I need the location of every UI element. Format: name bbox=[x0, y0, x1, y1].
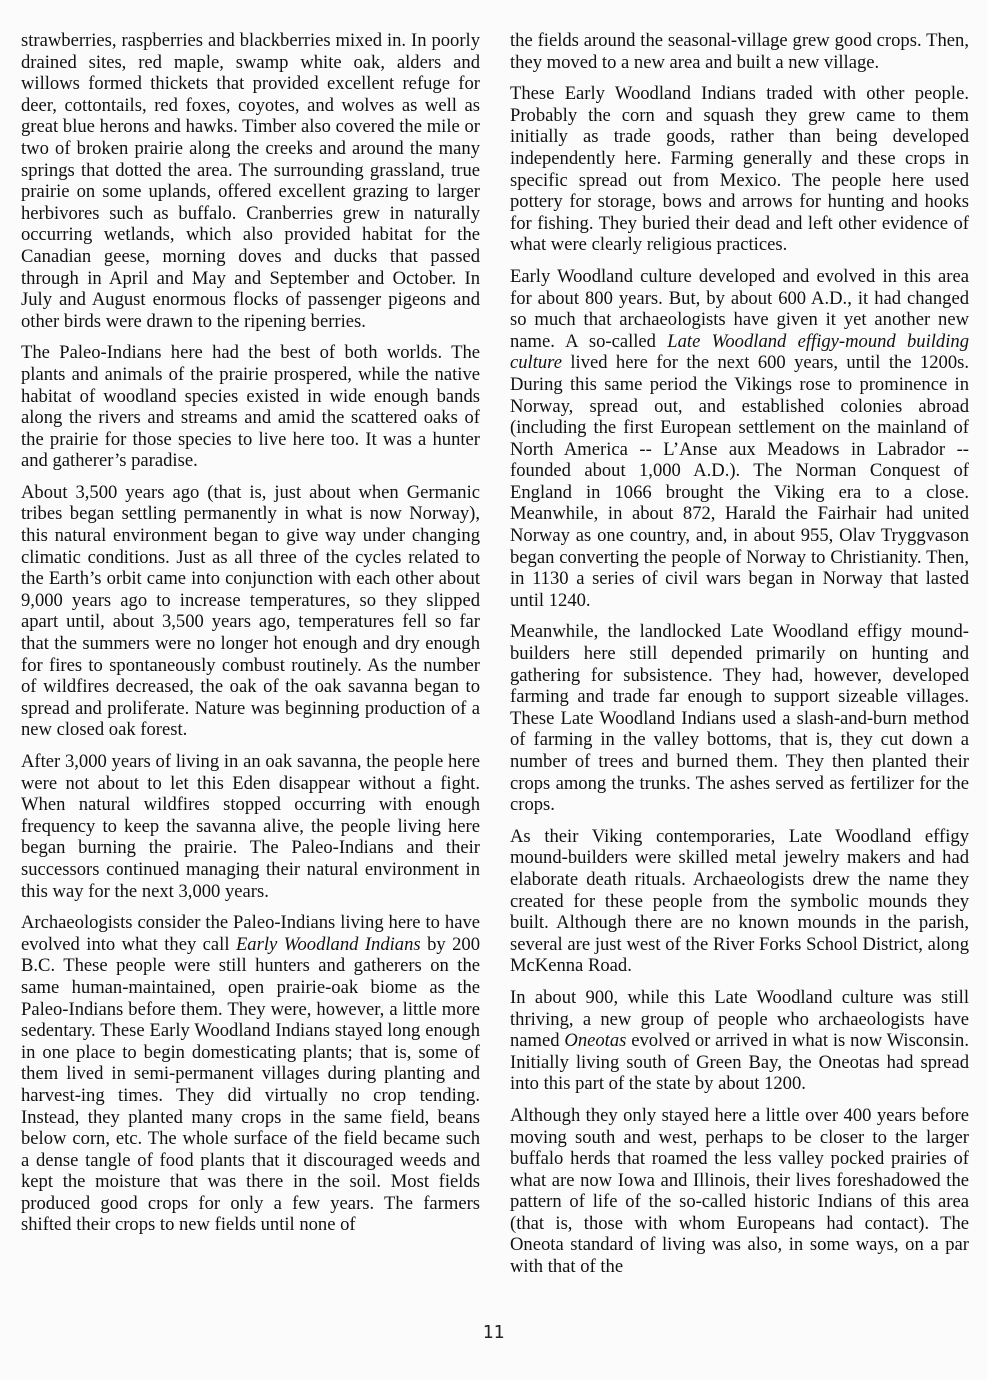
paragraph: These Early Woodland Indians traded with other people. Probably the corn and squash they grew came to them initially as trade goods, rather than being developed independently here. Farming generally and these crops in specific spread out from Mexico. The people here used pottery for storage, bows and arrows for hunting and hooks for fishing. They buried their dead and left other evidence of what were clearly religious practices. bbox=[510, 83, 969, 256]
paragraph: After 3,000 years of living in an oak savanna, the people here were not about to let this Eden disappear without a fight. When natural wildfires stopped occurring with enough frequency to keep the savanna alive, the people living here began burning the prairie. The Paleo-Indians and their successors continued managing their natural environment in this way for the next 3,000 years. bbox=[21, 751, 480, 902]
text-run: In about 900, while this Late Woodland culture was still thriving, a new group of people who archaeologists have named bbox=[510, 986, 969, 1052]
paragraph: the fields around the seasonal-village grew good crops. Then, they moved to a new area and built a new village. bbox=[510, 30, 969, 73]
text-run: lived here for the next 600 years, until the 1200s. During this same period the Vikings rose to prominence in Norway, spread out, and established colonies abroad (including the first European settlement on the mainland of North America -- L’Anse aux Meadows in Labrador -- founded about 1,000 A.D.). The Norman Conquest of England in 1066 brought the Viking era to a close. Meanwhile, in about 872, Harald the Fairhair had united Norway as one country, and, in about 955, Olav Tryggvason began converting the people of Norway to Christianity. Then, in 1130 a series of civil wars began in Norway that lasted until 1240. bbox=[510, 352, 969, 611]
italic-term: Late Woodland effigy-mound building culture bbox=[510, 330, 969, 374]
paragraph: Although they only stayed here a little over 400 years before moving south and west, perhaps to be closer to the larger buffalo herds that roamed the less valley pocked prairies of what are now Iowa and Illinois, their lives foreshadowed the pattern of life of the so-called historic Indians of this area (that is, those with whom Europeans had contact). The Oneota standard of living was also, in some ways, on a par with that of the bbox=[510, 1104, 969, 1278]
italic-term: Oneotas bbox=[564, 1030, 627, 1052]
paragraph bbox=[510, 987, 969, 1095]
paragraph: About 3,500 years ago (that is, just about when Germanic tribes began settling permanently in what is now Norway), this natural environment began to give way under changing climatic conditions. Just as all three of the cycles related to the Earth’s orbit came into conjunction with each other about 9,000 years ago to increase temperatures, so they slipped apart until, about 3,500 years ago, temperatures fell so far that the summers were no longer hot enough and dry enough for fires to spontaneously combust routinely. As the number of wildfires decreased, the oak of the oak savanna began to spread and proliferate. Nature was beginning production of a new closed oak forest. bbox=[21, 481, 480, 741]
text-run: Archaeologists consider the Paleo-Indians living here to have evolved into what they call bbox=[21, 912, 480, 955]
paragraph: strawberries, raspberries and blackberries mixed in. In poorly drained sites, red maple, swamp white oak, alders and willows formed thickets that provided excellent refuge for deer, cottontails, red foxes, coyotes, and wolves as well as great blue herons and hawks. Timber also covered the mile or two of broken prairie along the creeks and around the many springs that dotted the area. The surrounding grassland, true prairie on some uplands, offered excellent grazing to larger herbivores such as buffalo. Cranberries grew in naturally occurring wetlands, which also provided habitat for the Canadian geese, morning doves and ducks that passed through in April and May and September and October. In July and August enormous flocks of passenger pigeons and other birds were drawn to the ripening berries. bbox=[21, 30, 480, 332]
text-run: Early Woodland culture developed and evolved in this area for about 800 years. But, by about 600 A.D., it had changed so much that archaeologists have given it yet another new name. A so-called bbox=[510, 265, 969, 352]
paragraph bbox=[510, 266, 969, 612]
italic-term: Early Woodland Indians bbox=[235, 933, 421, 955]
paragraph bbox=[21, 912, 480, 1236]
text-run: by 200 B.C. These people were still hunters and gatherers on the same human-maintained, open prairie-oak biome as the Paleo-Indians before them. They were, however, a little more sedentary. These Early Woodland Indians stayed long enough in one place to begin domesticating plants; that is, some of them lived in semi-permanent villages during planting and harvest-ing times. They did virtually no crop tending. Instead, they planted many crops in the same field, beans below corn, etc. The whole surface of the field became such a dense tangle of food plants that it discouraged weeds and kept the moisture that was there in the soil. Most fields produced good crops for only a few years. The farmers shifted their crops to new fields until none of bbox=[21, 933, 480, 1236]
page-number: 11 bbox=[482, 1322, 505, 1343]
paragraph: The Paleo-Indians here had the best of both worlds. The plants and animals of the prairie prospered, while the native habitat of woodland species existed in wide enough bands along the rivers and streams and amid the scattered oaks of the prairie for those species to live here too. It was a hunter and gatherer’s paradise. bbox=[21, 342, 480, 472]
left-column bbox=[21, 30, 480, 1246]
right-column bbox=[510, 30, 969, 1288]
paragraph: Meanwhile, the landlocked Late Woodland effigy mound-builders here still depended primarily on hunting and gathering for subsistence. They had, however, developed farming and trade far enough to support sizeable villages. These Late Woodland Indians used a slash-and-burn method of farming in the valley bottoms, that is, they cut down a number of trees and burned them. They then planted their crops among the trunks. The ashes served as fertilizer for the crops. bbox=[510, 621, 969, 816]
text-run: evolved or arrived in what is now Wisconsin. Initially living south of Green Bay, the Oneotas had spread into this part of the state by about 1200. bbox=[510, 1030, 970, 1095]
paragraph: As their Viking contemporaries, Late Woodland effigy mound-builders were skilled metal jewelry makers and had elaborate death rituals. Archaeologists drew the name they created for these people from the symbolic mounds they built. Although there are no known mounds in the parish, several are just west of the River Forks School District, along McKenna Road. bbox=[510, 825, 969, 977]
